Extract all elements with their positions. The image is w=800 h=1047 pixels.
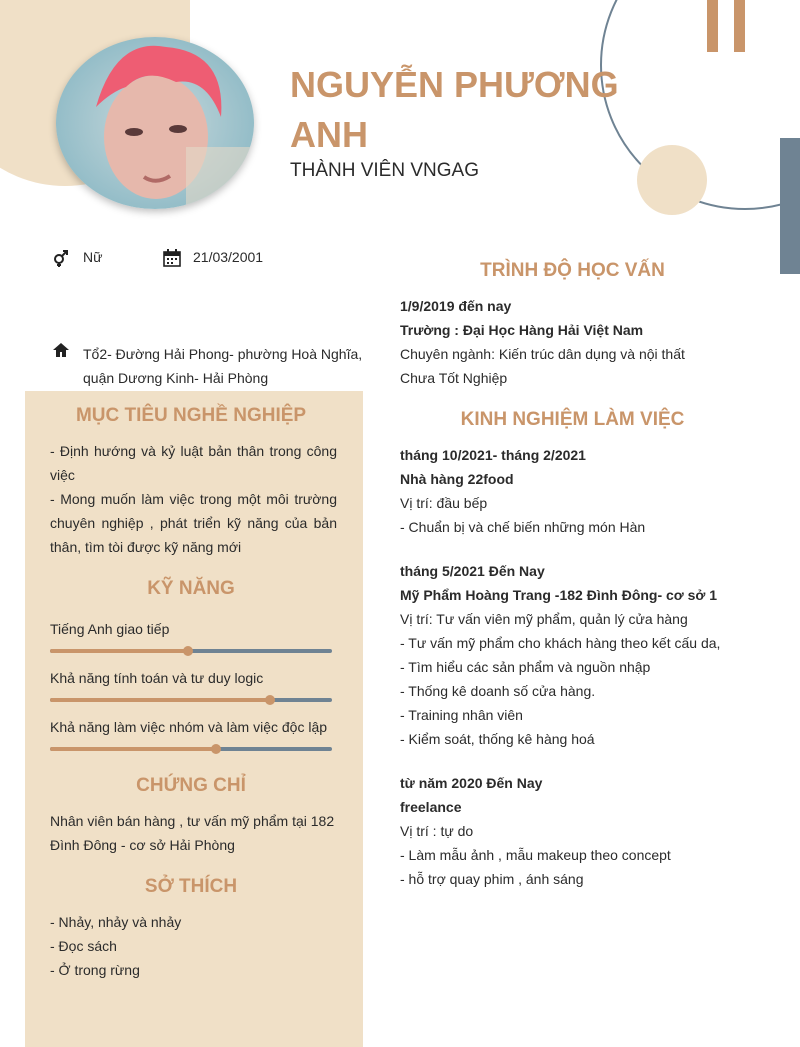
certificates-heading: CHỨNG CHỈ [136,775,246,796]
education-heading: TRÌNH ĐỘ HỌC VẤN [480,260,665,281]
education-block [400,294,770,390]
job-detail: - Training nhân viên [400,707,523,723]
decor-bar [734,0,745,52]
objective-line: - Mong muốn làm việc trong một môi trường chuyên nghiệp , phát triển kỹ năng của bản thân, tìm tòi được kỹ năng mới [50,491,337,555]
objective-heading: MỤC TIÊU NGHỀ NGHIỆP [75,405,307,426]
job-detail: Vị trí : tự do [400,823,474,839]
hobby-item: - Ở trong rừng [50,962,140,978]
calendar-icon [163,249,181,267]
hobby-item: - Nhảy, nhảy và nhảy [50,914,182,930]
job-period: tháng 10/2021- tháng 2/2021 [400,447,586,463]
job-period: tháng 5/2021 Đến Nay [400,563,545,579]
job-period: từ năm 2020 Đến Nay [400,775,543,791]
gender-info [52,249,172,269]
job-detail: - Thống kê doanh số cửa hàng. [400,683,596,699]
skill-label: Tiếng Anh giao tiếp [50,621,170,637]
home-icon [52,341,70,359]
job-entry [400,443,780,539]
job-detail: - Kiểm soát, thống kê hàng hoá [400,731,595,747]
job-entry [400,559,780,751]
birthdate-text: 21/03/2001 [193,249,264,265]
skill-bar-knob [265,695,275,705]
skill-label: Khả năng tính toán và tư duy logic [50,670,264,686]
gender-text: Nữ [83,249,103,265]
decor-beige-dot [637,145,707,215]
education-status: Chưa Tốt Nghiệp [400,370,508,386]
objective-text [50,439,337,559]
decor-bar [707,0,718,52]
hobbies-list [50,910,340,982]
skill-bar [50,649,332,653]
education-period: 1/9/2019 đến nay [400,298,512,314]
birthdate-info [163,249,303,269]
skills-heading: KỸ NĂNG [147,578,235,599]
job-detail: - Tìm hiểu các sản phẩm và nguồn nhập [400,659,651,675]
hobby-item: - Đọc sách [50,938,117,954]
job-detail: - Tư vấn mỹ phẩm cho khách hàng theo kết cấu da, [400,635,721,651]
job-entry [400,771,780,891]
certificates-text: Nhân viên bán hàng , tư vấn mỹ phẩm tại 182 Đình Đông - cơ sở Hải Phòng [50,813,335,853]
decor-side-bar [780,138,800,274]
education-major: Chuyên ngành: Kiến trúc dân dụng và nội thất [400,346,685,362]
job-detail: Vị trí: Tư vấn viên mỹ phẩm, quản lý cửa hàng [400,611,688,627]
objective-line: - Định hướng và kỷ luật bản thân trong công việc [50,443,337,483]
experience-heading: KINH NGHIỆM LÀM VIỆC [460,409,685,430]
job-detail: - Làm mẫu ảnh , mẫu makeup theo concept [400,847,671,863]
education-school: Trường : Đại Học Hàng Hải Việt Nam [400,322,644,338]
avatar [56,37,254,209]
job-detail: Vị trí: đầu bếp [400,495,488,511]
skill-label: Khả năng làm việc nhóm và làm việc độc lập [50,719,328,735]
job-company: Nhà hàng 22food [400,471,514,487]
address-line: Tổ2- Đường Hải Phong- phường Hoà Nghĩa, [83,346,363,362]
job-detail: - hỗ trợ quay phim , ánh sáng [400,871,584,887]
skill-bar [50,747,332,751]
job-company: freelance [400,799,462,815]
skill-bar [50,698,332,702]
hobbies-heading: SỞ THÍCH [144,876,238,897]
job-company: Mỹ Phẩm Hoàng Trang -182 Đình Đông- cơ sở 1 [400,587,718,603]
address-info [52,341,372,389]
skill-bar-fill [50,649,188,653]
job-detail: - Chuẩn bị và chế biến những món Hàn [400,519,646,535]
skill-bar-fill [50,747,216,751]
candidate-title: THÀNH VIÊN VNGAG [290,160,479,181]
address-line: quận Dương Kinh- Hải Phòng [83,370,269,386]
candidate-name: NGUYỄN PHƯƠNG ANH [290,64,619,155]
skill-bar-fill [50,698,270,702]
gender-icon [52,249,70,267]
